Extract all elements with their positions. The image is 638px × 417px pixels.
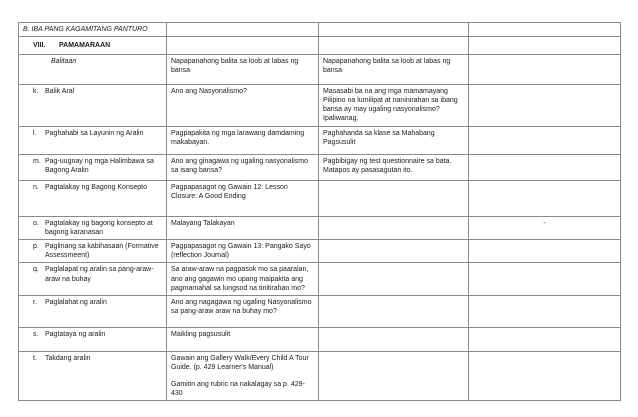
row-label: s. Pagtataya ng aralin bbox=[19, 327, 167, 351]
cell: Napapanahong balita sa loob at labas ng bansa bbox=[319, 55, 469, 85]
table-row bbox=[19, 295, 621, 327]
cell: Paghahanda sa klase sa Mahabang Pagsusulit bbox=[319, 127, 469, 155]
cell bbox=[319, 295, 469, 327]
cell: Malayang Talakayan bbox=[167, 217, 319, 240]
cell: Ano ang Nasyonalismo? bbox=[167, 85, 319, 127]
cell-paragraph: Gamitin ang rubric na nakalagay sa p. 429-430 bbox=[171, 380, 305, 398]
section-heading bbox=[19, 37, 167, 55]
cell: Ano ang nagagawa ng ugaling Nasyonalismo sa pang-araw araw na buhay mo? bbox=[167, 295, 319, 327]
cell: Masasabi ba na ang mga mamamayang Pilipino na lumilipat at naninirahan sa ibang bansa ay may ugaling nasyonalismo? Ipaliwanag. bbox=[319, 85, 469, 127]
table-row bbox=[19, 85, 621, 127]
cell: Pagpapasagot ng Gawain 12: Lesson Closure: A Good Ending bbox=[167, 181, 319, 217]
table-row bbox=[19, 240, 621, 263]
cell bbox=[319, 327, 469, 351]
cell-paragraph: Gawain ang Gallery Walk/Every Child A Tour Guide. (p. 429 Learner's Manual) bbox=[171, 354, 309, 371]
cell bbox=[469, 263, 621, 295]
row-label: n. Pagtalakay ng Bagong Konsepto bbox=[19, 181, 167, 217]
cell bbox=[167, 351, 319, 400]
cell bbox=[319, 263, 469, 295]
cell bbox=[319, 181, 469, 217]
table-row bbox=[19, 181, 621, 217]
row-label: q. Paglalapat ng aralin sa pang-araw-araw na buhay bbox=[19, 263, 167, 295]
cell: - bbox=[469, 217, 621, 240]
row-label: l. Paghahabi sa Layunin ng Aralin bbox=[19, 127, 167, 155]
cell bbox=[319, 351, 469, 400]
table-row bbox=[19, 37, 621, 55]
row-letter: p. bbox=[33, 243, 39, 251]
cell bbox=[469, 155, 621, 181]
cell: Ano ang ginagawa ng ugaling nasyonalismo sa isang bansa? bbox=[167, 155, 319, 181]
row-letter: l. bbox=[33, 130, 37, 138]
row-letter: s. bbox=[33, 330, 39, 338]
row-letter: r. bbox=[33, 298, 37, 306]
row-label: t. Takdang aralin bbox=[19, 351, 167, 400]
row-letter: m. bbox=[33, 158, 41, 166]
cell bbox=[319, 240, 469, 263]
table-row bbox=[19, 55, 621, 85]
row-label: Balitaan bbox=[19, 55, 167, 85]
cell: Sa araw-araw na pagpasok mo sa paaralan, ano ang gagawin mo upang maipakita ang pagmamahal sa lungsod na tinitirahan mo? bbox=[167, 263, 319, 295]
row-label: m. Pag-uugnay ng mga Halimbawa sa Bagong Aralin bbox=[19, 155, 167, 181]
section-title: PAMAMARAAN bbox=[59, 42, 111, 50]
cell: Napapanahong balita sa loob at labas ng bansa bbox=[167, 55, 319, 85]
cell: Pagbibigay ng test questionnaire sa bata. Matapos ay pasasagutan ito. bbox=[319, 155, 469, 181]
cell: Pagpapakita ng mga larawang damdaming makabayan. bbox=[167, 127, 319, 155]
cell bbox=[469, 181, 621, 217]
cell bbox=[469, 327, 621, 351]
lesson-plan-table bbox=[18, 22, 621, 401]
row-letter: q. bbox=[33, 266, 39, 274]
cell bbox=[469, 240, 621, 263]
cell bbox=[469, 85, 621, 127]
cell bbox=[469, 55, 621, 85]
header-title: B. IBA PANG KAGAMITANG PANTURO bbox=[19, 23, 167, 37]
cell bbox=[469, 351, 621, 400]
row-label: p. Paglinang sa kabihasaan (Formative Assessmeent) bbox=[19, 240, 167, 263]
row-label: r. Paglalahat ng aralin bbox=[19, 295, 167, 327]
row-letter: k. bbox=[33, 88, 39, 96]
table-row bbox=[19, 327, 621, 351]
table-row bbox=[19, 217, 621, 240]
section-number: VIII. bbox=[33, 42, 46, 50]
cell bbox=[469, 295, 621, 327]
row-letter: o. bbox=[33, 220, 39, 228]
table-row bbox=[19, 351, 621, 400]
row-label: k. Balik Aral bbox=[19, 85, 167, 127]
row-label: o. Pagtalakay ng bagong konsepto at bagong karanasan bbox=[19, 217, 167, 240]
table-row bbox=[19, 127, 621, 155]
table-row bbox=[19, 263, 621, 295]
cell bbox=[319, 217, 469, 240]
table-row bbox=[19, 155, 621, 181]
table-row bbox=[19, 23, 621, 37]
cell bbox=[469, 127, 621, 155]
cell: Maikling pagsusulit bbox=[167, 327, 319, 351]
cell: Pagpapasagot ng Gawain 13: Pangako Sayo (reflection Journal) bbox=[167, 240, 319, 263]
row-letter: n. bbox=[33, 184, 39, 192]
row-letter: t. bbox=[33, 354, 37, 362]
